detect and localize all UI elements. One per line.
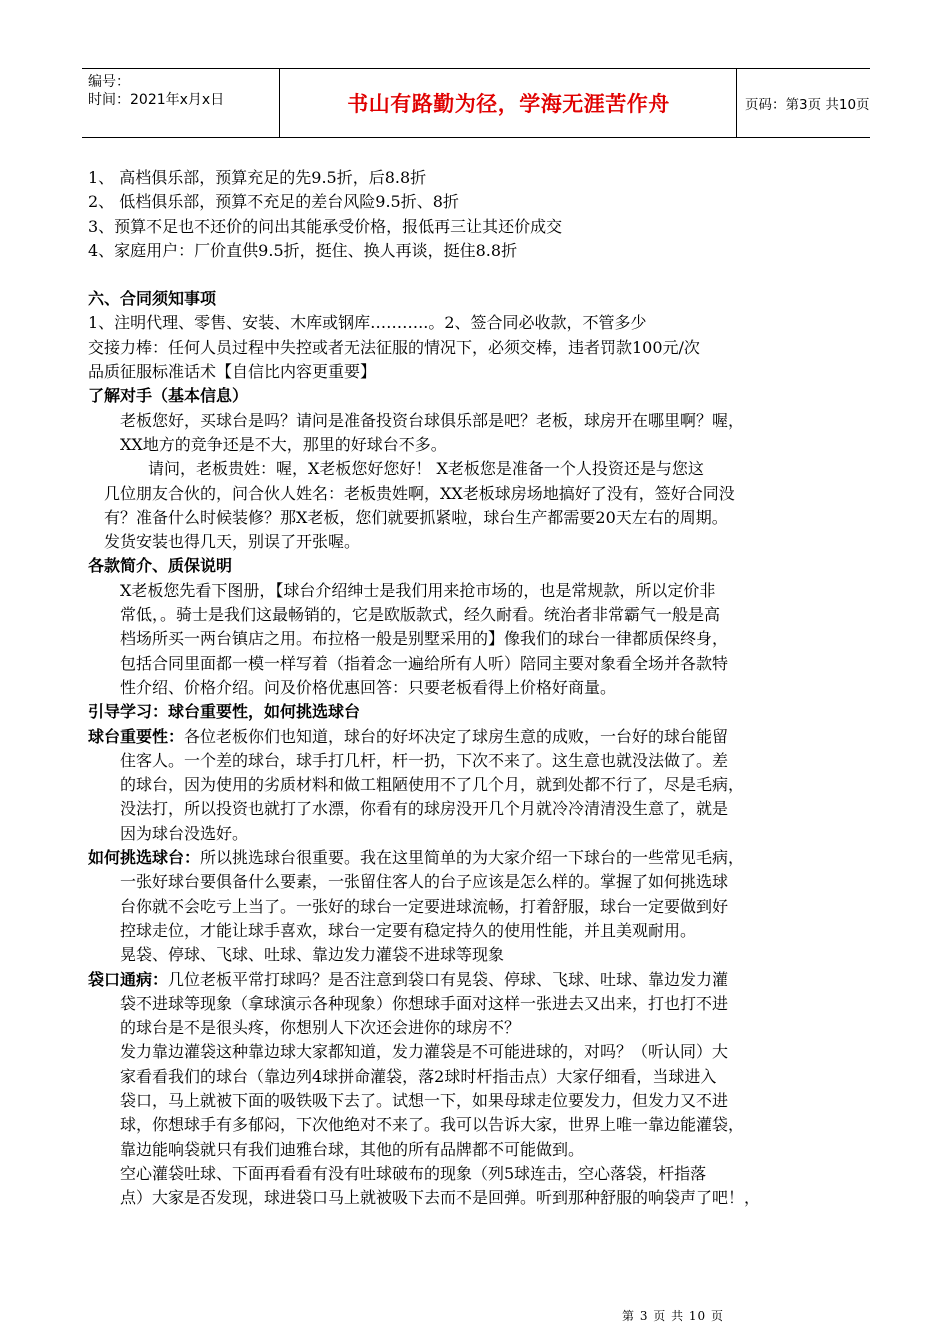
choose-line: 所以挑选球台很重要。我在这里简单的为大家介绍一下球台的一些常见毛病， xyxy=(200,848,745,868)
header-meta-cell xyxy=(82,69,280,137)
models-line: X老板您先看下图册，【球台介绍绅士是我们用来抢市场的，也是常规款，所以定价非 xyxy=(120,580,716,600)
models-line: 常低，。骑士是我们这最畅销的，它是欧版款式，经久耐看。统治者非常霸气一般是高 xyxy=(120,605,721,625)
opponent-heading: 了解对手（基本信息） xyxy=(88,386,249,406)
pocket-line: 靠边能响袋就只有我们迪雅台球，其他的所有品牌都不可能做到。 xyxy=(120,1139,585,1159)
date-label: 时间：2021年x月x日 xyxy=(88,92,225,108)
importance-line: 的球台，因为使用的劣质材料和做工粗陋使用不了几个月，就到处都不行了，尽是毛病， xyxy=(120,775,745,795)
choose-line: 晃袋、停球、飞球、吐球、靠边发力灌袋不进球等现象 xyxy=(120,945,505,965)
pricing-line: 3、预算不足也不还价的问出其能承受价格，报低再三让其还价成交 xyxy=(88,216,563,236)
pricing-line: 1、 高档俱乐部，预算充足的先9.5折，后8.8折 xyxy=(88,168,427,187)
pocket-line: 的球台是不是很头疼，你想别人下次还会进你的球房不？ xyxy=(120,1018,521,1038)
header-page-cell xyxy=(737,69,870,137)
document-header xyxy=(82,68,870,138)
header-motto-cell xyxy=(281,69,737,137)
importance-line: 各位老板你们也知道，球台的好坏决定了球房生意的成败，一台好的球台能留 xyxy=(184,726,729,746)
opponent-line: 有？准备什么时候装修？那X老板，您们就要抓紧啦，球台生产都需要20天左右的周期。 xyxy=(104,507,728,527)
opponent-line: 几位朋友合伙的，问合伙人姓名：老板贵姓啊，XX老板球房场地搞好了没有，签好合同没 xyxy=(104,483,735,503)
guide-heading: 引导学习：球台重要性，如何挑选球台 xyxy=(88,702,361,722)
importance-label: 球台重要性： xyxy=(88,726,185,746)
choose-line: 台你就不会吃亏上当了。一张好的球台一定要进球流畅，打着舒服，球台一定要做到好 xyxy=(120,896,729,916)
opponent-line: XX地方的竞争还是不大，那里的好球台不多。 xyxy=(120,434,447,454)
pocket-line: 几位老板平常打球吗？是否注意到袋口有晃袋、停球、飞球、吐球、靠边发力灌 xyxy=(168,969,729,989)
pocket-line: 袋不进球等现象（拿球演示各种现象）你想球手面对这样一张进去又出来，打也打不进 xyxy=(120,993,729,1013)
contract-heading: 六、合同须知事项 xyxy=(88,289,217,309)
models-line: 性介绍、价格介绍。问及价格优惠回答：只要老板看得上价格好商量。 xyxy=(120,677,617,697)
models-line: 档场所买一两台镇店之用。布拉格一般是别墅采用的】像我们的球台一律都质保终身， xyxy=(120,629,729,649)
opponent-line: 请问，老板贵姓：喔，X老板您好您好！ X老板您是准备一个人投资还是与您这 xyxy=(148,459,704,479)
opponent-line: 发货安装也得几天，别误了开张喔。 xyxy=(104,532,361,552)
importance-line: 因为球台没选好。 xyxy=(120,823,249,843)
opponent-line: 老板您好，买球台是吗？请问是准备投资台球俱乐部是吧？老板，球房开在哪里啊？喔， xyxy=(120,410,745,430)
pocket-line: 发力靠边灌袋这种靠边球大家都知道，发力灌袋是不可能进球的，对吗？（听认同）大 xyxy=(120,1042,729,1062)
importance-line: 住客人。一个差的球台，球手打几杆，杆一扔，下次不来了。这生意也就没法做了。差 xyxy=(120,750,729,770)
pricing-line: 4、家庭用户：厂价直供9.5折，挺住、换人再谈，挺住8.8折 xyxy=(88,240,518,260)
pocket-line: 球，你想球手有多郁闷，下次他绝对不来了。我可以告诉大家，世界上唯一靠边能灌袋， xyxy=(120,1115,745,1135)
models-line: 包括合同里面都一模一样写着（指着念一遍给所有人听）陪同主要对象看全场并各款特 xyxy=(120,653,729,673)
importance-line: 没法打，所以投资也就打了水漂，你看有的球房没开几个月就冷冷清清没生意了，就是 xyxy=(120,799,729,819)
pocket-line: 袋口，马上就被下面的吸铁吸下去了。试想一下，如果母球走位要发力，但发力又不进 xyxy=(120,1090,729,1110)
choose-line: 一张好球台要俱备什么要素，一张留住客人的台子应该是怎么样的。掌握了如何挑选球 xyxy=(120,872,729,892)
choose-line: 控球走位，才能让球手喜欢，球台一定要有稳定持久的使用性能，并且美观耐用。 xyxy=(120,920,697,940)
contract-line: 交接力棒：任何人员过程中失控或者无法征服的情况下，必须交棒，违者罚款100元/次 xyxy=(88,337,700,357)
pocket-line: 家看看我们的球台（靠边列4球拼命灌袋，落2球时杆指击点）大家仔细看，当球进入 xyxy=(120,1066,717,1086)
page-footer: 第 3 页 共 10 页 xyxy=(622,1309,724,1323)
page-label: 页码：第3页 共10页 xyxy=(745,97,870,113)
document-body xyxy=(88,166,888,1210)
motto-text: 书山有路勤为径，学海无涯苦作舟 xyxy=(347,92,670,116)
pocket-line: 点）大家是否发现，球进袋口马上就被吸下去而不是回弹。听到那种舒服的响袋声了吧！， xyxy=(120,1188,761,1208)
contract-line: 1、注明代理、零售、安装、木库或钢库………..。2、签合同必收款，不管多少 xyxy=(88,313,647,333)
contract-line: 品质征服标准话术【自信比内容更重要】 xyxy=(88,362,377,382)
pocket-label: 袋口通病： xyxy=(88,969,169,989)
choose-label: 如何挑选球台： xyxy=(88,848,201,868)
pricing-line: 2、 低档俱乐部，预算不充足的差台风险9.5折、8折 xyxy=(88,192,459,212)
number-label: 编号： xyxy=(88,74,130,90)
pocket-line: 空心灌袋吐球、下面再看看有没有吐球破布的现象（列5球连击，空心落袋，杆指落 xyxy=(120,1163,707,1183)
models-heading: 各款简介、质保说明 xyxy=(88,556,233,576)
